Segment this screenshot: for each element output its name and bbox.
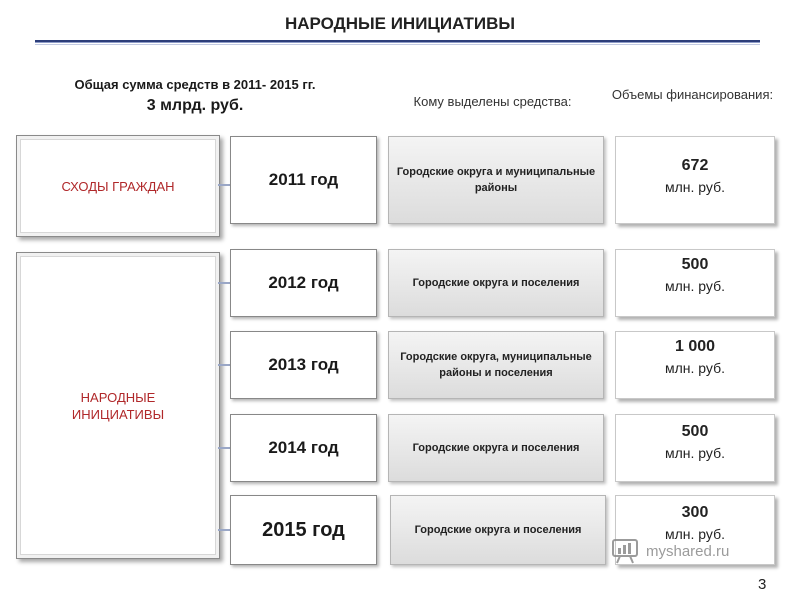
title-divider xyxy=(35,40,760,43)
amount-unit: млн. руб. xyxy=(665,360,725,376)
recipient-box: Городские округа и поселения xyxy=(390,495,606,565)
group-label: НАРОДНЫЕ ИНИЦИАТИВЫ xyxy=(71,389,165,422)
page-title: НАРОДНЫЕ ИНИЦИАТИВЫ xyxy=(284,14,516,33)
watermark-logo-icon xyxy=(610,536,640,566)
year-box: 2015 год xyxy=(230,495,377,565)
year-box: 2014 год xyxy=(230,414,377,482)
connector-line xyxy=(218,282,230,284)
amount-value: 672 xyxy=(681,157,709,174)
recipient-box: Городские округа и муниципальные районы xyxy=(388,136,604,224)
connector-line xyxy=(218,447,230,449)
page-number: 3 xyxy=(758,576,767,593)
amount-value: 1 000 xyxy=(674,338,716,355)
watermark-text: myshared.ru xyxy=(646,542,730,560)
recipient-box: Городские округа, муниципальные районы и поселения xyxy=(388,331,604,399)
amount-box xyxy=(615,136,775,224)
total-sum-value: 3 млрд. руб. xyxy=(146,97,244,114)
year-box: 2013 год xyxy=(230,331,377,399)
amount-box xyxy=(615,414,775,482)
amount-box xyxy=(615,331,775,399)
title-divider-thin xyxy=(35,44,760,45)
group-label: СХОДЫ ГРАЖДАН xyxy=(61,178,175,194)
recipient-box: Городские округа и поселения xyxy=(388,249,604,317)
group-citizen-gatherings xyxy=(16,135,220,237)
amounts-header: Объемы финансирования: xyxy=(611,87,774,102)
amount-unit: млн. руб. xyxy=(665,445,725,461)
group-peoples-initiatives xyxy=(16,252,220,559)
year-box: 2011 год xyxy=(230,136,377,224)
total-sum-label: Общая сумма средств в 2011- 2015 гг. xyxy=(74,77,316,92)
watermark xyxy=(610,536,729,566)
recipient-box: Городские округа и поселения xyxy=(388,414,604,482)
amount-value: 500 xyxy=(681,256,709,273)
amount-unit: млн. руб. xyxy=(665,526,725,542)
amount-unit: млн. руб. xyxy=(665,179,725,195)
amount-value: 300 xyxy=(681,504,709,521)
connector-line xyxy=(218,529,230,531)
amount-box xyxy=(615,249,775,317)
connector-line xyxy=(218,364,230,366)
recipients-header: Кому выделены средства: xyxy=(413,94,572,109)
amount-value: 500 xyxy=(681,423,709,440)
amount-unit: млн. руб. xyxy=(665,278,725,294)
connector-line xyxy=(218,184,230,186)
year-box: 2012 год xyxy=(230,249,377,317)
